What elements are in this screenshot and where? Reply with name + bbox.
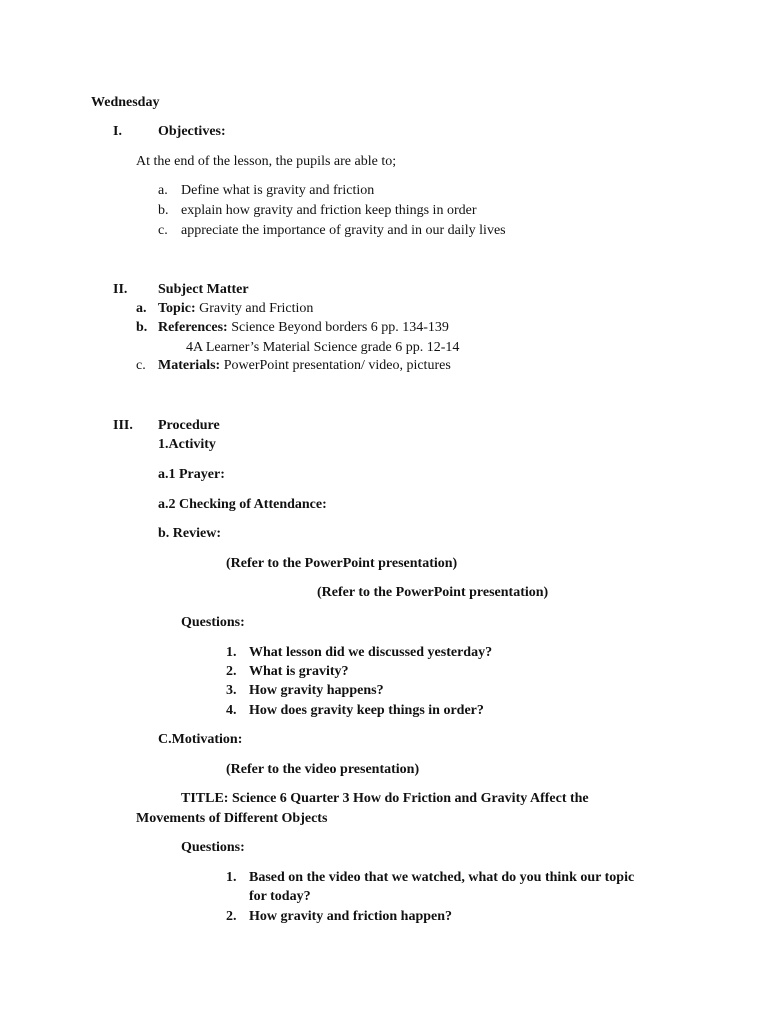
references-marker: b. — [136, 320, 148, 335]
objective-item: Define what is gravity and friction — [181, 183, 375, 198]
materials-marker: c. — [136, 358, 146, 373]
refer-powerpoint-note: (Refer to the PowerPoint presentation) — [317, 585, 549, 600]
questions-label: Questions: — [181, 615, 245, 630]
objective-marker: a. — [158, 183, 168, 198]
topic-line — [158, 300, 313, 317]
refer-powerpoint-note: (Refer to the PowerPoint presentation) — [226, 556, 458, 571]
question-number: 1. — [226, 870, 237, 885]
prayer-heading: a.1 Prayer: — [158, 467, 225, 482]
section-heading-procedure: Procedure — [158, 418, 220, 433]
question-text-continued: for today? — [249, 889, 311, 904]
review-heading: b. Review: — [158, 526, 221, 541]
question-text: What lesson did we discussed yesterday? — [249, 645, 493, 660]
references-value: Science Beyond borders 6 pp. 134-139 — [231, 320, 449, 335]
materials-value: PowerPoint presentation/ video, pictures — [223, 358, 451, 373]
question-number: 2. — [226, 664, 237, 679]
topic-value: Gravity and Friction — [199, 301, 314, 316]
references-label: References: — [158, 320, 228, 335]
section-numeral-objectives: I. — [113, 124, 122, 139]
references-value-2: 4A Learner’s Material Science grade 6 pp. 12-14 — [186, 340, 460, 355]
topic-label: Topic: — [158, 301, 196, 316]
question-number: 4. — [226, 703, 237, 718]
section-numeral-procedure: III. — [113, 418, 133, 433]
references-line — [158, 319, 449, 336]
questions-label: Questions: — [181, 840, 245, 855]
section-heading-objectives: Objectives: — [158, 124, 226, 139]
video-title-line2: Movements of Different Objects — [136, 811, 328, 826]
objective-marker: b. — [158, 203, 169, 218]
question-text: Based on the video that we watched, what do you think our topic — [249, 870, 635, 885]
section-numeral-subject-matter: II. — [113, 282, 128, 297]
materials-label: Materials: — [158, 358, 221, 373]
objective-item: explain how gravity and friction keep things in order — [181, 203, 477, 218]
day-heading: Wednesday — [91, 95, 160, 110]
activity-heading: 1.Activity — [158, 437, 216, 452]
refer-video-note: (Refer to the video presentation) — [226, 762, 420, 777]
objective-marker: c. — [158, 223, 168, 238]
question-text: How gravity and friction happen? — [249, 909, 453, 924]
question-number: 1. — [226, 645, 237, 660]
question-text: How gravity happens? — [249, 683, 384, 698]
video-title-line1: TITLE: Science 6 Quarter 3 How do Friction and Gravity Affect the — [181, 791, 589, 806]
question-number: 3. — [226, 683, 237, 698]
question-text: How does gravity keep things in order? — [249, 703, 484, 718]
topic-marker: a. — [136, 301, 147, 316]
objective-item: appreciate the importance of gravity and in our daily lives — [181, 223, 506, 238]
attendance-heading: a.2 Checking of Attendance: — [158, 497, 327, 512]
section-heading-subject-matter: Subject Matter — [158, 282, 249, 297]
motivation-heading: C.Motivation: — [158, 732, 243, 747]
objectives-intro: At the end of the lesson, the pupils are able to; — [136, 154, 397, 169]
question-text: What is gravity? — [249, 664, 349, 679]
materials-line — [158, 357, 451, 374]
question-number: 2. — [226, 909, 237, 924]
